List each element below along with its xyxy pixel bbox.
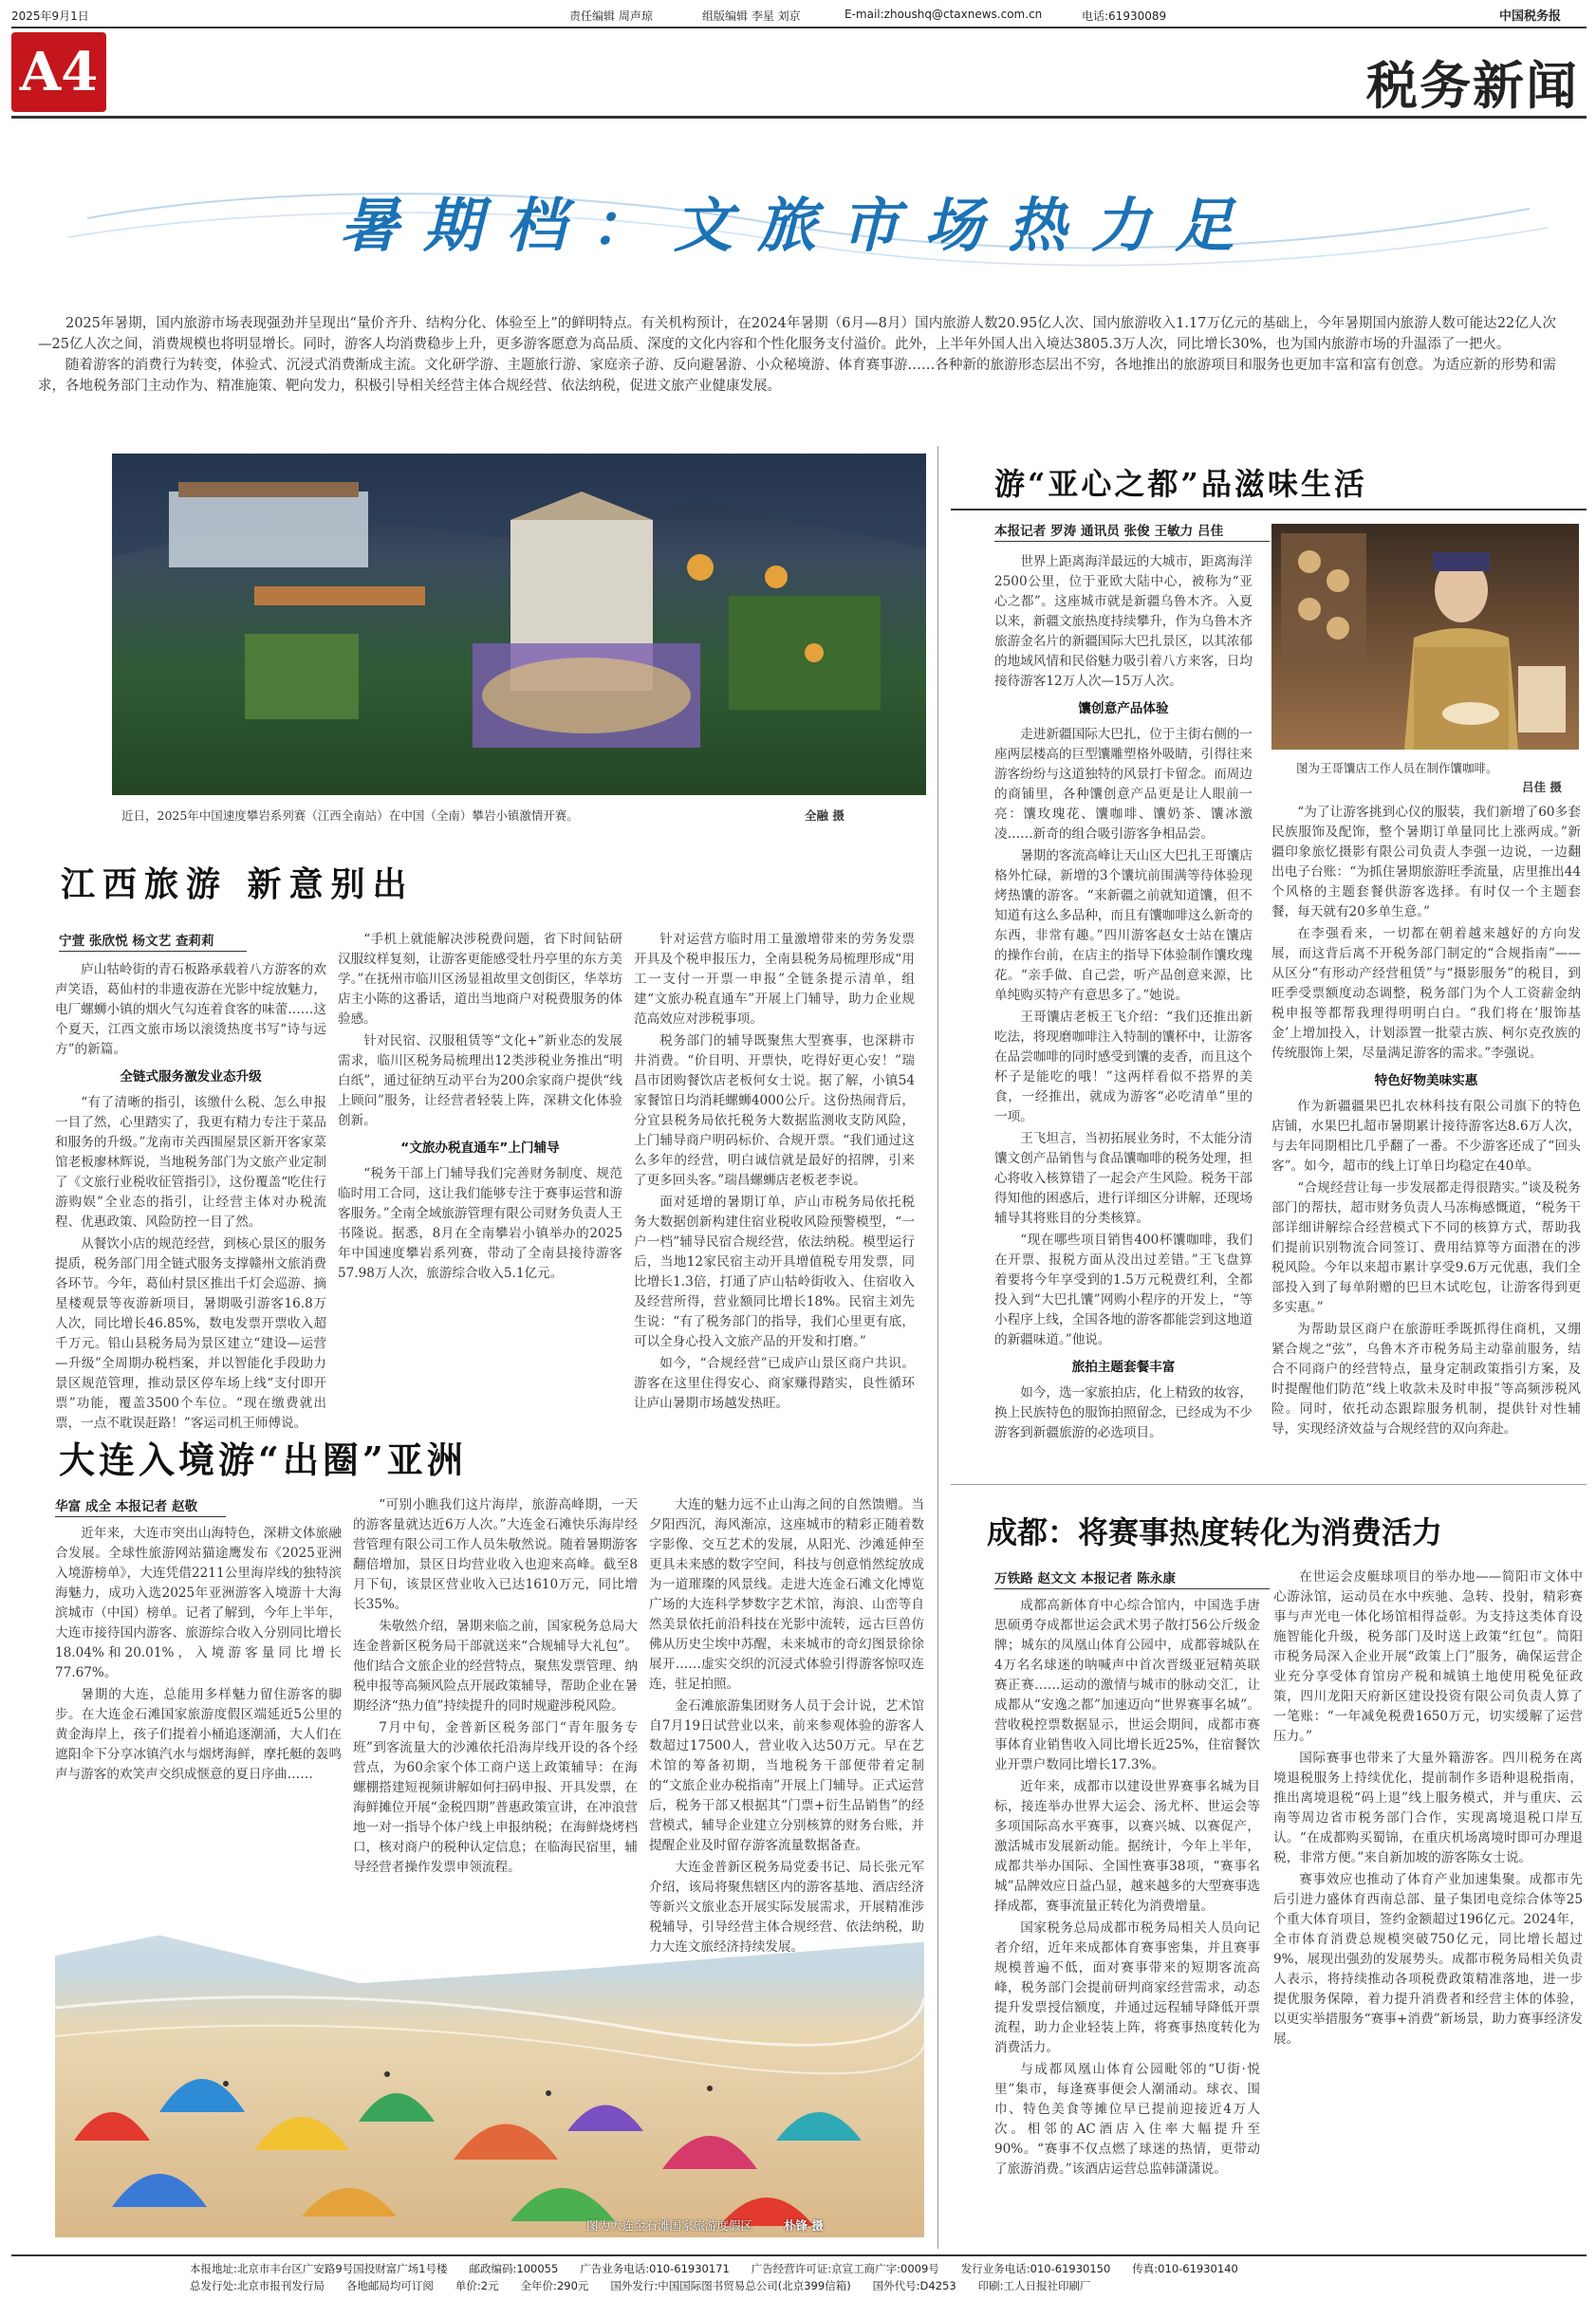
article3-photo-credit: 吕佳 摄 (1522, 780, 1562, 794)
article1-paragraph-1: 庐山牯岭街的青石板路承载着八方游客的欢声笑语，葛仙村的非遗夜游在光影中绽放魅力，电厂螺蛳小镇的烟火气勾连着食客的味蕾……这个夏天，江西文旅市场以滚烫热度书写“诗与远方”的新篇。 (55, 962, 326, 1057)
article4-paragraph-7: 赛事效应也推动了体育产业加速集聚。成都市先后引进力盛体育西南总部、量子集团电竞综合体等25个重大体育项目，签约金额超过196亿元。2024年，全市体育消费总规模突破750亿元，同比增长超过9%，展现出强劲的发展势头。成都市税务局相关负责人表示，将持续推动各项税费政策精准落地，进一步提优服务保障，着力提升消费者和经营主体的体验，以更实举措服务“赛事+消费”新场景，助力赛事经济发展。 (1273, 1872, 1583, 2047)
intro-text (38, 313, 1556, 397)
header-editor: 责任编辑 周声琼 (569, 9, 653, 23)
article3-paragraph-9: 在李强看来，一切都在朝着越来越好的方向发展，而这背后离不开税务部门制定的“合规指南”——从区分“有形动产经营租赁”与“摄影服务”的税目，到旺季受票额度动态调整，税务部门为个人工资薪金纳税申报等都帮我理得明明白白。“我们将在‘服饰基金’上增加投入，计划添置一批蒙古族、柯尔克孜族的传统服饰上架，尽量满足游客的需求。”李强说。 (1271, 926, 1581, 1061)
article1-paragraph-4: “手机上就能解决涉税费问题，省下时间钻研汉服纹样复刻，让游客更能感受牡丹亭里的东方美学。”在抚州市临川区汤显祖故里文创街区，华萃坊店主小陈的这番话，道出当地商户对税费服务的体验感。 (338, 932, 622, 1027)
article3-column-1 (994, 552, 1253, 1473)
article3-paragraph-2: 走进新疆国际大巴扎，位于主街右侧的一座两层楼高的巨型馕雕塑格外吸睛，引得往来游客纷纷与这道独特的风景打卡留念。而周边的商铺里，各种馕创意产品更是让人眼前一亮：馕玫瑰花、馕咖啡、馕奶茶、馕冰激凌……新奇的组合吸引游客争相品尝。 (994, 727, 1253, 842)
article3-photo-caption: 图为王哥馕店工作人员在制作馕咖啡。 (1296, 761, 1498, 775)
article1-paragraph-3: 从餐饮小店的规范经营，到核心景区的服务提质，税务部门用全链式服务支撑赣州文旅消费各环节。今年，葛仙村景区推出千灯会巡游、摘星楼观景等夜游新项目，暑期吸引游客16.8万人次，同比增长46.85%，数电发票开票收入超千万元。铅山县税务局为景区建立“建设—运营—升级”全周期办税档案，并以智能化手段助力景区规范管理，推动景区停车场上线“支付即开票”功能，覆盖3500个车位。“现在缴费就出票，一点不耽误赶路！”客运司机王师傅说。 (55, 1236, 326, 1430)
article3-byline: 本报记者 罗涛 通讯员 张俊 王敏力 吕佳 (994, 520, 1270, 542)
header-date: 2025年9月1日 (11, 9, 89, 23)
article2-column-2 (353, 1495, 638, 1883)
article2-byline: 华富 成全 本报记者 赵敬 (55, 1495, 226, 1517)
article1-paragraph-6: “税务干部上门辅导我们完善财务制度、规范临时用工合同，这让我们能够专注于赛事运营和游客服务。”全南全域旅游管理有限公司财务负责人王书隆说。据悉，8月在全南攀岩小镇举办的2025年中国速度攀岩系列赛，带动了全南县接待游客57.98万人次，旅游综合收入5.1亿元。 (338, 1166, 622, 1281)
article2-title: 大连入境游“出圈”亚洲 (59, 1438, 467, 1481)
column-divider (937, 446, 938, 2249)
nang-coffee-illustration (1271, 524, 1579, 750)
intro-paragraph-1: 2025年暑期，国内旅游市场表现强劲并呈现出“量价齐升、结构分化、体验至上”的鲜明特点。有关机构预计，在2024年暑期（6月—8月）国内旅游人数20.95亿人次、国内旅游收入1.17万亿元的基础上，今年暑期国内旅游人数可能达22亿人次—25亿人次之间，消费规模也将明显增长。同时，游客人均消费稳步上升，更多游客愿意为高品质、深度的文化内容和个性化服务支付溢价。此外，上半年外国人出入境达3805.3万人次，同比增长30%，也为国内旅游市场的升温添了一把火。 (38, 316, 1556, 352)
article4-byline: 万铁路 赵文文 本报记者 陈永康 (994, 1567, 1270, 1589)
article1-paragraph-7: 针对运营方临时用工量激增带来的劳务发票开具及个税申报压力，全南县税务局梳理形成“用工一支付一开票一申报”全链条提示清单，组建“文旅办税直通车”开展上门辅导，助力企业规范高效应对涉税事项。 (634, 932, 915, 1027)
article1-column-2 (338, 930, 622, 1430)
page-number-badge (11, 32, 106, 112)
article1-column-1 (55, 960, 326, 1430)
photo2-caption: 图为大连金石滩国家旅游度假区 (586, 2218, 753, 2233)
header-phone: 电话:61930089 (1082, 9, 1167, 23)
article1-subheading-1: 全链式服务激发业态升级 (120, 1069, 262, 1085)
article4-column-2 (1273, 1567, 1583, 2251)
article3-subheading-1: 馕创意产品体验 (1078, 701, 1169, 716)
article2-paragraph-2: 暑期的大连，总能用多样魅力留住游客的脚步。在大连金石滩国家旅游度假区端延近5公里的黄金海岸上，孩子们提着小桶追逐潮涌，大人们在遮阳伞下分享冰镇汽水与烟烤海鲜，摩托艇的轰鸣声与游客的欢笑声交织成惬意的夏日序曲…… (55, 1687, 342, 1782)
header-edit-group: 组版编辑 李星 刘京 (702, 9, 801, 23)
article4-title: 成都：将赛事热度转化为消费活力 (987, 1514, 1443, 1550)
article4-paragraph-5: 在世运会皮艇球项目的举办地——简阳市文体中心游泳馆，运动员在水中疾驰、急转、投射，精彩赛事与声光电一体化场馆相得益彰。为支持这类体育设施智能化升级，税务部门及时送上政策“红包”。简阳市税务局深入企业开展“政策上门”服务，确保运营企业充分享受体育馆房产税和城镇土地使用税免征政策，四川龙阳天府新区建设投资有限公司负责人算了一笔账：“一年减免税费1650万元，切实缓解了运营压力。” (1273, 1569, 1583, 1744)
article4-paragraph-1: 成都高新体育中心综合馆内，中国选手唐思硕勇夺成都世运会武术男子散打56公斤级金牌；城东的凤凰山体育公园中，成都蓉城队在4万名名球迷的呐喊声中首次晋级亚冠精英联赛正赛……运动的激情与城市的脉动交汇，让成都从“安逸之都”加速迈向“世界赛事名城”。营收税控票数据显示，世运会期间，成都市赛事体育业销售收入同比增长近25%，住宿餐饮业开票户数同比增长17.3%。 (994, 1598, 1260, 1772)
article3-paragraph-4: 王哥馕店老板王飞介绍：“我们还推出新吃法，将现磨咖啡注入特制的馕杯中，让游客在品尝咖啡的同时感受到馕的麦香，而且这个杯子是能吃的哦！”这两样看似不搭界的美食，一经推出，就成为游客“必吃清单”里的一项。 (994, 1010, 1253, 1124)
article2-column-1 (55, 1524, 342, 1818)
article1-paragraph-5: 针对民宿、汉服租赁等“文化+”新业态的发展需求，临川区税务局梳理出12类涉税业务推出“明白纸”，通过征纳互动平台为200余家商户提供“线上顾问”服务，让经营者轻装上阵，深耕文化体验创新。 (338, 1033, 622, 1128)
section-title: 税务新闻 (1366, 55, 1579, 116)
article4-paragraph-4: 与成都凤凰山体育公园毗邻的“U街·悦里”集市，每逢赛事便会人潮涌动。球衣、围巾、特色美食等摊位早已提前迎接近4万人次。相邻的AC酒店入住率大幅提升至90%。“赛事不仅点燃了球迷的热情，更带动了旅游消费。”该酒店运营总监韩潇潇说。 (994, 2062, 1260, 2177)
article1-column-3 (634, 930, 915, 1430)
climbing-venue-photo (112, 454, 926, 795)
article2-paragraph-4: 朱敬然介绍，暑期来临之前，国家税务总局大连金普新区税务局干部就送来“合规辅导大礼包”。他们结合文旅企业的经营特点，聚焦发票管理、纳税申报等高频风险点开展政策辅导，帮助企业在暑期经济“热力值”持续提升的同时规避涉税风险。 (353, 1619, 638, 1714)
article4-column-1 (994, 1596, 1260, 2251)
header-rule (11, 27, 1587, 28)
article3-paragraph-10: 作为新疆疆果巴扎农林科技有限公司旗下的特色店铺，水果巴扎超市暑期累计接待游客达8.6万人次，与去年同期相比几乎翻了一番。不少游客还成了“回头客”。如今，超市的线上订单日均稳定在40单。 (1271, 1099, 1581, 1174)
article3-subheading-2: 旅拍主题套餐丰富 (1071, 1360, 1176, 1375)
photo2-credit: 朴锋 摄 (784, 2218, 824, 2233)
article3-paragraph-5: 王飞坦言，当初拓展业务时，不太能分清馕文创产品销售与食品馕咖啡的税务处理，担心将收入核算错了一起会产生风险。税务干部得知他的困惑后，进行详细区分讲解，还现场辅导其将账目的分类核算。 (994, 1131, 1253, 1226)
photo1-credit: 全融 摄 (805, 808, 844, 823)
article3-column-2 (1271, 803, 1581, 1473)
article3-title-rule (951, 509, 1587, 510)
article2-paragraph-3: “可别小瞧我们这片海岸，旅游高峰期，一天的游客量就达近6万人次。”大连金石滩快乐海岸经营管理有限公司工作人员朱敬然说。随着暑期游客翻倍增加，景区日均营业收入也迎来高峰。截至8月下旬，该景区营业收入已达1610万元，同比增长35%。 (353, 1497, 638, 1612)
nang-coffee-photo (1271, 524, 1579, 750)
climbing-venue-illustration (112, 454, 926, 795)
footer-line-2: 总发行处:北京市报刊发行局 各地邮局均可订阅 单价:2元 全年价:290元 国外发行:中国国际图书贸易总公司(北京399信箱) 国外代号:D4253 印刷:工人日报社印刷厂 (190, 2279, 1091, 2292)
intro-paragraph-2: 随着游客的消费行为转变，体验式、沉浸式消费渐成主流。文化研学游、主题旅行游、家庭亲子游、反向避暑游、小众秘境游、体育赛事游……各种新的旅游形态层出不穷，各地推出的旅游项目和服务也更加丰富和富有创意。为适应新的形势和需求，各地税务部门主动作为、精准施策、靶向发力，积极引导相关经营主体合规经营、依法纳税，促进文旅产业健康发展。 (38, 358, 1556, 394)
article1-byline: 宁萱 张欣悦 杨文艺 查莉莉 (59, 930, 247, 952)
article3-paragraph-8: “为了让游客挑到心仪的服装，我们新增了60多套民族服饰及配饰，整个暑期订单量同比上涨两成。”新疆印象旅忆摄影有限公司负责人李强一边说，一边翻出电子台账：“为抓住暑期旅游旺季流量，店里推出44个风格的主题套餐供游客选择。有时仅一个主题套餐，每天就有20多单生意。” (1271, 805, 1581, 919)
footer-rule (11, 2254, 1587, 2256)
article4-paragraph-2: 近年来，成都市以建设世界赛事名城为目标，接连举办世界大运会、汤尤杯、世运会等多项国际高水平赛事，以赛兴城、以赛促产，激活城市发展新动能。据统计，今年上半年，成都共举办国际、全国性赛事38项，“赛事名城”品牌效应日益凸显，越来越多的大型赛事选择成都，赛事流量正转化为消费增量。 (994, 1779, 1260, 1914)
photo1-caption: 近日，2025年中国速度攀岩系列赛（江西全南站）在中国（全南）攀岩小镇激情开赛。 (121, 808, 579, 823)
article3-title: 游“亚心之都”品滋味生活 (994, 466, 1367, 502)
article3-paragraph-12: 为帮助景区商户在旅游旺季既抓得住商机，又绷紧合规之“弦”，乌鲁木齐市税务局主动靠前服务，结合不同商户的经营特点，量身定制政策指引方案，及时提醒他们防范“线上收款未及时申报”等高频涉税风险。同时，依托动态跟踪服务机制，提供针对性辅导，实现经济效益与合规经营的双向奔赴。 (1271, 1322, 1581, 1437)
page-number: A4 (19, 41, 99, 103)
banner (11, 171, 1587, 275)
article1-subheading-2: “文旅办税直通车”上门辅导 (400, 1141, 560, 1156)
article2-paragraph-1: 近年来，大连市突出山海特色，深耕文体旅融合发展。全球性旅游网站猫途鹰发布《2025亚洲入境游榜单》，大连凭借2211公里海岸线的独特滨海魅力，成功入选2025年亚洲游客入境游十大海滨城市（中国）榜单。记者了解到，今年上半年，大连市接待国内游客、旅游综合收入分别同比增长18.04%和20.01%，入境游客量同比增长77.67%。 (55, 1526, 342, 1680)
article3-paragraph-6: “现在哪些项目销售400杯馕咖啡，我们在开票、报税方面从没出过差错。”王飞盘算着要将今年享受到的1.5万元税费红利，全都投入到“大巴扎馕”网购小程序的开发上，“等小程序上线，全国各地的游客都能尝到这地道的新疆味道。”他说。 (994, 1233, 1253, 1347)
article2-paragraph-6: 大连的魅力远不止山海之间的自然馈赠。当夕阳西沉，海风渐凉，这座城市的精彩正随着数字影像、交互艺术的发展，从阳光、沙滩延伸至更具未来感的数字空间，科技与创意悄然绽放成为一道璀璨的风景线。走进大连金石滩文化博览广场的大连科学梦数字艺术馆，海浪、山峦等自然美景依托前沿科技在光影中流转，远古巨兽仿佛从历史尘埃中苏醒，未来城市的奇幻图景徐徐展开……虚实交织的沉浸式体验引得游客惊叹连连，驻足拍照。 (649, 1497, 924, 1692)
article1-title: 江西旅游 新意别出 (61, 864, 415, 904)
banner-title: 暑期档：文旅市场热力足 (339, 191, 1258, 260)
article2-paragraph-5: 7月中旬，金普新区税务部门“青年服务专班”到客流量大的沙滩依托沿海岸线开设的各个经营点，为60余家个体工商户送上政策辅导：在海螺棚搭建短视频讲解如何扫码申报、开具发票，在海鲜摊位开展“金税四期”普惠政策宣讲，在冲浪营地一对一指导个体户线上申报纳税；在海鲜烧烤档口，核对商户的税种认定信息；在临海民宿里，辅导经营者操作发票申领流程。 (353, 1720, 638, 1875)
article4-paragraph-3: 国家税务总局成都市税务局相关人员向记者介绍，近年来成都体育赛事密集，并且赛事规模普遍不低，面对赛事带来的短期客流高峰，税务部门会提前研判商家经营需求，动态提升发票授信额度，并通过远程辅导降低开票流程，助力企业轻装上阵，将赛事热度转化为消费活力。 (994, 1920, 1260, 2055)
article1-paragraph-9: 面对延增的暑期订单，庐山市税务局依托税务大数据创新构建住宿业税收风险预警模型，“一户一档”辅导民宿合规经营，依法纳税。模型运行后，当地12家民宿主动开具增值税专用发票，同比增长1.3倍，打通了庐山牯岭街收入、住宿收入及经营所得，营业额同比增长18%。民宿主刘先生说：“有了税务部门的指导，我们心里更有底，可以全身心投入文旅产品的开发和打磨。” (634, 1195, 915, 1349)
article3-paragraph-7: 如今，选一家旅拍店，化上精致的妆容，换上民族特色的服饰拍照留念，已经成为不少游客到新疆旅游的必选项目。 (994, 1385, 1253, 1440)
article1-paragraph-8: 税务部门的辅导既聚焦大型赛事，也深耕市井消费。“价目明、开票快，吃得好更心安！”瑞昌市团购餐饮店老板何女士说。据了解，小镇54家餐馆日均消耗螺蛳4000公斤。这份热闹背后，分宜县税务局依托税务大数据监测收支防风险，上门辅导商户明码标价、合规开票。“我们通过这么多年的经营，明白诚信就是最好的招牌，引来了更多回头客。”瑞昌螺蛳店老板老李说。 (634, 1033, 915, 1188)
article3-paragraph-1: 世界上距离海洋最远的大城市，距离海洋2500公里，位于亚欧大陆中心，被称为“亚心之都”。这座城市就是新疆乌鲁木齐。入夏以来，新疆文旅热度持续攀升，作为乌鲁木齐旅游金名片的新疆国际大巴扎景区，以其浓郁的地域风情和民俗魅力吸引着八方来客，日均接待游客12万人次—15万人次。 (994, 554, 1253, 689)
article3-subheading-3: 特色好物美味实惠 (1374, 1073, 1478, 1088)
article4-top-rule (951, 1484, 1587, 1485)
header-email: E-mail:zhoushq@ctaxnews.com.cn (844, 8, 1043, 21)
header-paper-name: 中国税务报 (1499, 9, 1562, 24)
article1-paragraph-10: 如今，“合规经营”已成庐山景区商户共识。游客在这里住得安心、商家赚得踏实，良性循环让庐山暑期市场越发热旺。 (634, 1356, 915, 1411)
article1-paragraph-2: “有了清晰的指引，该缴什么税、怎么申报一目了然，心里踏实了，我更有精力专注于菜品和服务的升级。”龙南市关西围屋景区新开客家菜馆老板廖林辉说，当地税务部门为文旅产业定制了《文旅行业税收征管指引》，这份覆盖“吃住行游购娱”全业态的指引，让经营主体对办税流程、优惠政策、风险防控一目了然。 (55, 1095, 326, 1230)
article2-column-3 (649, 1495, 924, 1989)
article3-paragraph-11: “合规经营让每一步发展都走得很踏实。”谈及税务部门的帮扶，超市财务负责人马冻梅感慨道，“税务干部详细讲解综合经营模式下不同的核算方式，帮助我们提前识别物流合同签订、费用结算等方面潜在的涉税风险。今年以来超市累计享受9.6万元优惠，我们全部投入到了每单附赠的巴旦木试吃包，让游客得到更多实惠。” (1271, 1180, 1581, 1315)
article2-paragraph-8: 大连金普新区税务局党委书记、局长张元军介绍，该局将聚焦辖区内的游客基地、酒店经济等新兴文旅业态开展实际发展需求，开展精准涉税辅导，引导经营主体合规经营、依法纳税，助力大连文旅经济持续发展。 (649, 1860, 924, 1955)
footer-line-1: 本报地址:北京市丰台区广安路9号国投财富广场1号楼 邮政编码:100055 广告业务电话:010-61930171 广告经营许可证:京宣工商广字:0009号 发行业务电话:010-61930150 传真:010-61930140 (190, 2262, 1238, 2275)
article2-paragraph-7: 金石滩旅游集团财务人员于会计说，艺术馆自7月19日试营业以来，前来参观体验的游客人数超过17500人，营业收入达50万元。早在艺术馆的筹备初期，当地税务干部便带着定制的“文旅企业办税指南”开展上门辅导。正式运营后，税务干部又根据其“门票+衍生品销售”的经营模式，辅导企业建立分别核算的财务台账，并提醒企业及时留存游客流量数据备查。 (649, 1698, 924, 1853)
section-rule (11, 116, 1587, 119)
footer-info (190, 2260, 1442, 2294)
article3-paragraph-3: 暑期的客流高峰让天山区大巴扎王哥馕店格外忙碌，新增的3个馕坑前围满等待体验现烤热馕的游客。“来新疆之前就知道馕，但不知道有这么多品种，而且有馕咖啡这么新奇的东西，非常有趣。”四川游客赵女士站在馕店的操作台前，在店主的指导下体验制作馕玫瑰花。“亲手做、自己尝，听产品创意来源，比单纯购买特产有意思多了。”她说。 (994, 848, 1253, 1003)
article4-paragraph-6: 国际赛事也带来了大量外籍游客。四川税务在离境退税服务上持续优化，提前制作多语种退税指南，推出离境退税“码上退”线上服务模式，并与重庆、云南等周边省市税务部门合作，实现离境退税口岸互认。“在成都购买蜀锦，在重庆机场离境时即可办理退税，非常方便。”来自新加坡的游客陈女士说。 (1273, 1751, 1583, 1865)
